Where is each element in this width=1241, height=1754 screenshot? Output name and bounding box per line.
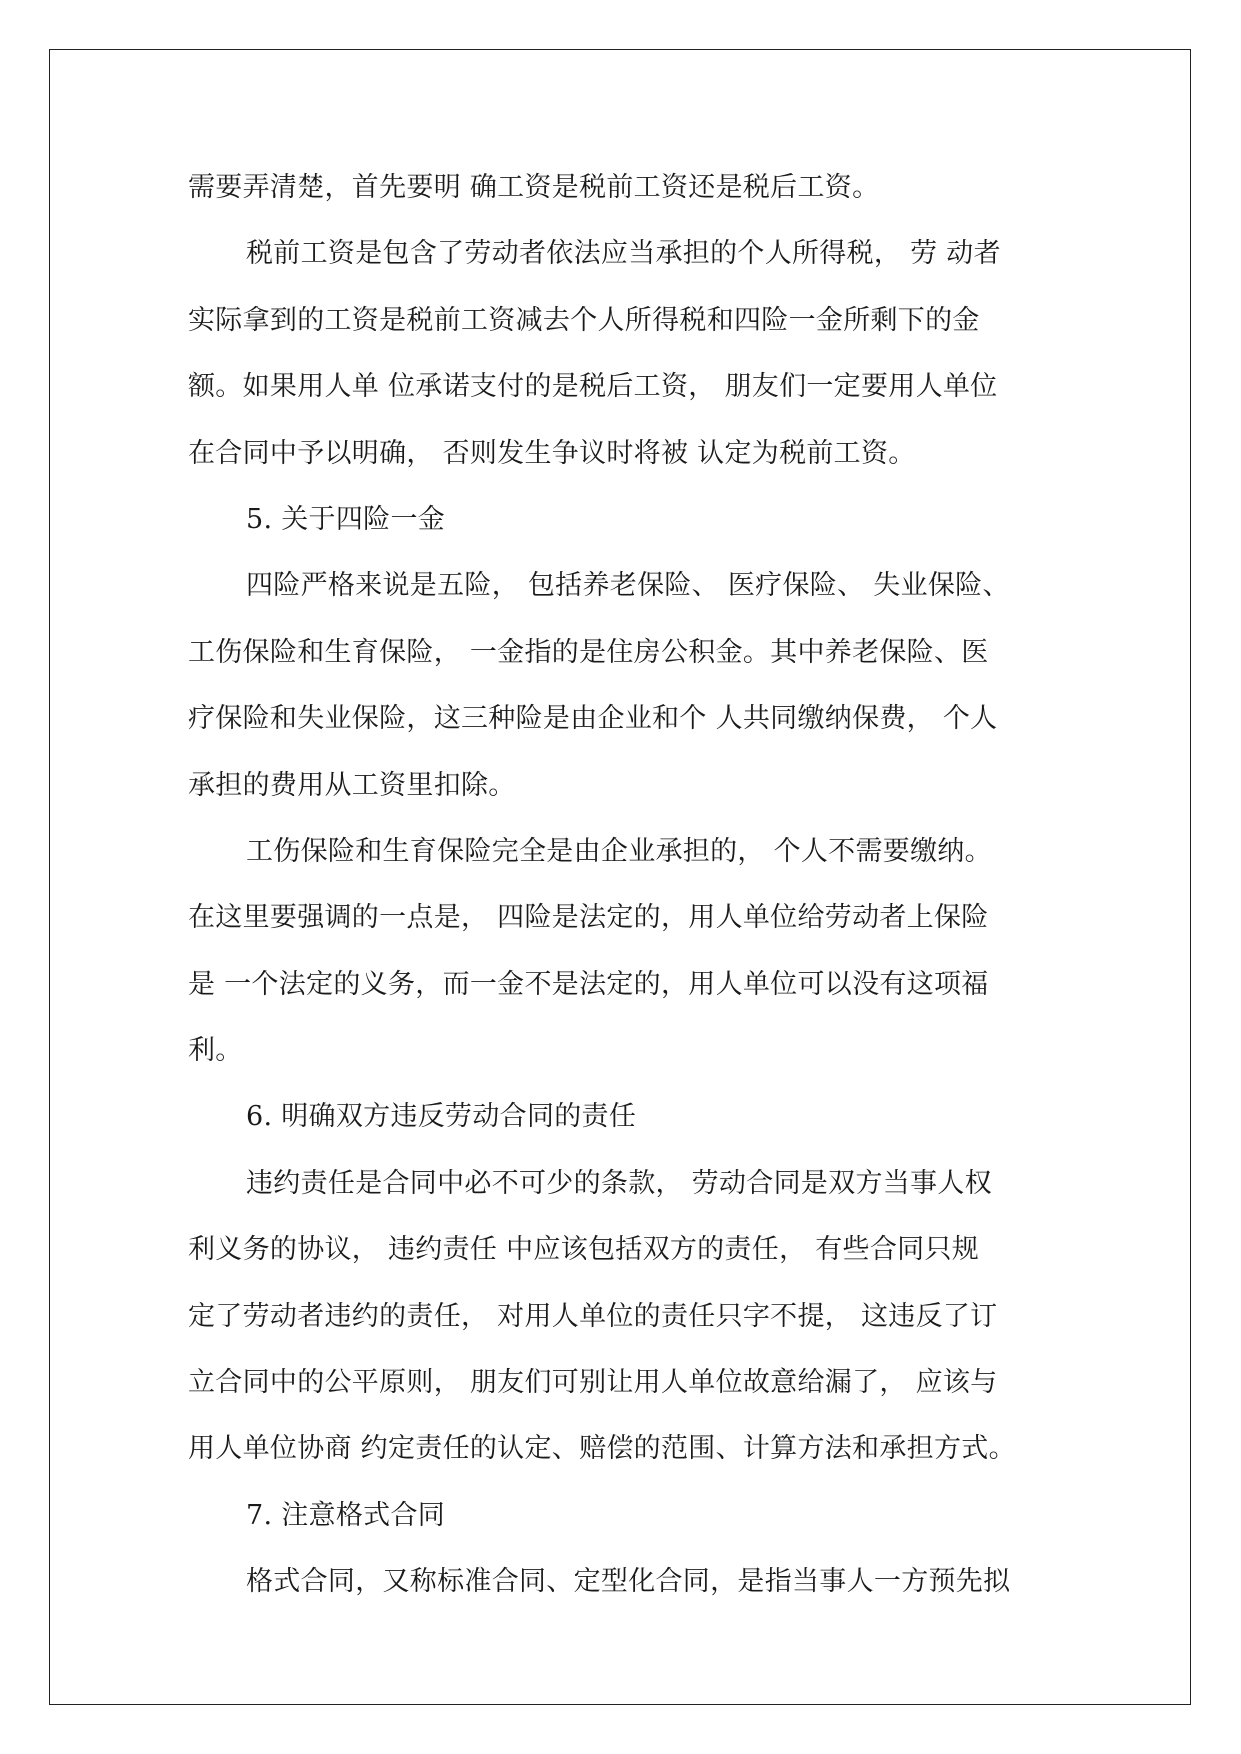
document-body	[188, 155, 1068, 1616]
text-line: 用人单位协商 约定责任的认定、赔偿的范围、计算方法和承担方式。	[188, 1433, 1016, 1465]
text-line: 需要弄清楚，首先要明 确工资是税前工资还是税后工资。	[188, 172, 880, 203]
text-line: 在这里要强调的一点是， 四险是法定的，用人单位给劳动者上保险	[188, 902, 989, 934]
text-line: 利义务的协议， 违约责任 中应该包括双方的责任， 有些合同只规	[188, 1234, 980, 1266]
section-heading: 6. 明确双方违反劳动合同的责任	[246, 1101, 637, 1133]
paragraph-start-line: 格式合同，又称标准合同、定型化合同，是指当事人一方预先拟	[246, 1566, 1011, 1598]
paragraph-start-line: 四险严格来说是五险， 包括养老保险、 医疗保险、 失业保险、	[246, 570, 1010, 602]
text-line: 立合同中的公平原则， 朋友们可别让用人单位故意给漏了， 应该与	[188, 1367, 998, 1399]
paragraph-start-line: 违约责任是合同中必不可少的条款， 劳动合同是双方当事人权	[246, 1167, 992, 1199]
paragraph-start-line: 工伤保险和生育保险完全是由企业承担的， 个人不需要缴纳。	[246, 835, 992, 867]
text-line: 承担的费用从工资里扣除。	[188, 769, 516, 801]
text-line: 额。如果用人单 位承诺支付的是税后工资， 朋友们一定要用人单位	[188, 371, 998, 403]
text-line: 定了劳动者违约的责任， 对用人单位的责任只字不提， 这违反了订	[188, 1300, 998, 1332]
text-line: 利。	[188, 1035, 243, 1067]
section-heading: 7. 注意格式合同	[246, 1499, 446, 1531]
text-line: 实际拿到的工资是税前工资减去个人所得税和四险一金所剩下的金	[188, 304, 980, 336]
text-line: 工伤保险和生育保险， 一金指的是住房公积金。其中养老保险、医	[188, 636, 989, 668]
text-line: 在合同中予以明确， 否则发生争议时将被 认定为税前工资。	[188, 437, 916, 469]
text-line: 疗保险和失业保险，这三种险是由企业和个 人共同缴纳保费， 个人	[188, 703, 998, 735]
paragraph-start-line: 税前工资是包含了劳动者依法应当承担的个人所得税， 劳 动者	[246, 238, 1001, 270]
text-line: 是 一个法定的义务，而一金不是法定的，用人单位可以没有这项福	[188, 968, 989, 1000]
section-heading: 5. 关于四险一金	[246, 503, 446, 535]
